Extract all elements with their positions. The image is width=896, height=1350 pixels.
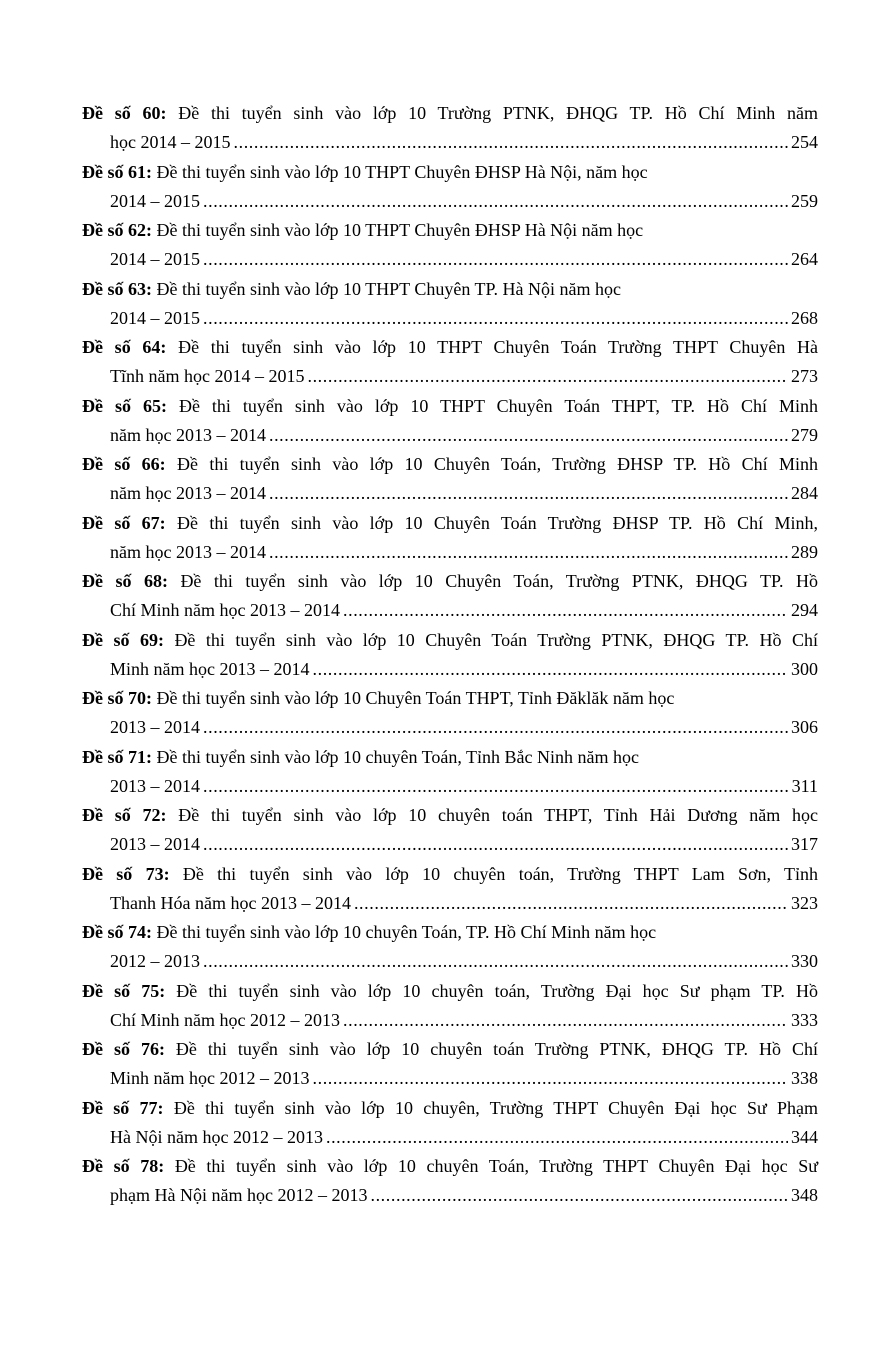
toc-entry-title-line: [82, 158, 818, 187]
toc-entry-continuation-line: [82, 830, 818, 859]
toc-entry-title: Đề thi tuyển sinh vào lớp 10 Trường PTNK, ĐHQG TP. Hồ Chí Minh năm: [178, 103, 819, 123]
table-of-contents: [82, 99, 818, 1211]
toc-entry-continuation: năm học 2013 – 2014: [110, 541, 266, 562]
toc-entry[interactable]: [82, 392, 818, 451]
toc-entry-title-line: [82, 743, 818, 772]
toc-entry-title: Đề thi tuyển sinh vào lớp 10 Chuyên Toán, Trường ĐHSP TP. Hồ Chí Minh: [177, 454, 818, 474]
toc-entry-title: Đề thi tuyển sinh vào lớp 10 THPT Chuyên Toán THPT, TP. Hồ Chí Minh: [178, 395, 818, 416]
toc-entry-label: Đề số 75:: [82, 980, 166, 1001]
toc-entry-page-number[interactable]: 338: [791, 1068, 818, 1088]
dot-leader: [343, 596, 788, 625]
toc-entry-label: Đề số 70:: [82, 688, 152, 708]
toc-entry-title-line: [82, 918, 818, 947]
toc-entry-title-line: [82, 509, 818, 538]
toc-entry-page-number[interactable]: 317: [791, 834, 818, 854]
toc-entry-page-number[interactable]: 330: [791, 951, 818, 971]
toc-entry-page-number[interactable]: 348: [791, 1185, 818, 1205]
toc-entry[interactable]: [82, 99, 818, 158]
toc-entry-continuation: Minh năm học 2012 – 2013: [110, 1068, 310, 1088]
toc-entry-continuation: 2013 – 2014: [110, 775, 200, 796]
toc-entry-page-number[interactable]: 344: [791, 1126, 818, 1147]
toc-entry-page-number[interactable]: 273: [791, 366, 818, 386]
toc-entry[interactable]: [82, 743, 818, 802]
toc-entry-continuation-line: [82, 304, 818, 333]
dot-leader: [234, 128, 789, 157]
toc-entry-title-line: [82, 1094, 818, 1123]
toc-entry-continuation-line: [82, 362, 818, 391]
dot-leader: [313, 1064, 789, 1093]
toc-entry[interactable]: [82, 509, 818, 568]
toc-entry-continuation-line: [82, 596, 818, 625]
toc-entry-label: Đề số 73:: [82, 863, 170, 884]
toc-entry-title-line: [82, 99, 818, 128]
toc-entry-continuation-line: [82, 421, 818, 450]
toc-entry-label: Đề số 74:: [82, 922, 152, 942]
toc-entry[interactable]: [82, 216, 818, 275]
toc-entry[interactable]: [82, 860, 818, 919]
toc-entry[interactable]: [82, 918, 818, 977]
dot-leader: [354, 889, 788, 918]
toc-entry[interactable]: [82, 275, 818, 334]
toc-entry-label: Đề số 62:: [82, 220, 152, 240]
toc-entry-title: Đề thi tuyển sinh vào lớp 10 chuyên, Trường THPT Chuyên Đại học Sư Phạm: [173, 1097, 819, 1118]
toc-entry-title: Đề thi tuyển sinh vào lớp 10 Chuyên Toán, Trường PTNK, ĐHQG TP. Hồ: [180, 571, 819, 591]
toc-entry-title-line: [82, 977, 818, 1006]
toc-entry[interactable]: [82, 684, 818, 743]
dot-leader: [313, 655, 789, 684]
toc-entry-title: Đề thi tuyển sinh vào lớp 10 THPT Chuyên Toán Trường THPT Chuyên Hà: [178, 337, 819, 357]
toc-entry-continuation: phạm Hà Nội năm học 2012 – 2013: [110, 1185, 368, 1205]
toc-entry-label: Đề số 60:: [82, 103, 167, 123]
toc-entry-continuation: 2012 – 2013: [110, 951, 200, 971]
toc-entry-label: Đề số 67:: [82, 512, 166, 533]
toc-entry-label: Đề số 72:: [82, 805, 167, 825]
toc-entry[interactable]: [82, 1152, 818, 1211]
toc-entry-label: Đề số 77:: [82, 1097, 164, 1118]
toc-entry-label: Đề số 61:: [82, 161, 152, 182]
toc-entry-page-number[interactable]: 306: [791, 717, 818, 737]
dot-leader: [307, 362, 788, 391]
toc-entry-title-line: [82, 216, 818, 245]
toc-entry-continuation: 2013 – 2014: [110, 834, 200, 854]
toc-entry-title: Đề thi tuyển sinh vào lớp 10 chuyên toán, Trường THPT Lam Sơn, Tỉnh: [182, 863, 818, 884]
toc-entry[interactable]: [82, 567, 818, 626]
toc-entry-continuation: 2014 – 2015: [110, 190, 200, 211]
toc-entry-continuation-line: [82, 1006, 818, 1035]
toc-entry-title-line: [82, 567, 818, 596]
toc-entry-label: Đề số 78:: [82, 1156, 165, 1176]
toc-entry[interactable]: [82, 1035, 818, 1094]
toc-entry-title-line: [82, 801, 818, 830]
toc-entry-title-line: [82, 450, 818, 479]
toc-entry-continuation: Chí Minh năm học 2013 – 2014: [110, 600, 340, 620]
dot-leader: [326, 1123, 788, 1152]
toc-entry[interactable]: [82, 158, 818, 217]
toc-entry-title: Đề thi tuyển sinh vào lớp 10 chuyên toán Trường PTNK, ĐHQG TP. Hồ Chí: [175, 1039, 818, 1059]
toc-entry-continuation: Thanh Hóa năm học 2013 – 2014: [110, 892, 351, 913]
toc-entry-title-line: [82, 392, 818, 421]
toc-entry-title: Đề thi tuyển sinh vào lớp 10 Chuyên Toán Trường PTNK, ĐHQG TP. Hồ Chí: [174, 629, 819, 650]
dot-leader: [370, 1181, 788, 1210]
toc-entry-page-number[interactable]: 311: [791, 775, 818, 796]
dot-leader: [203, 772, 789, 801]
toc-entry-page-number[interactable]: 254: [791, 132, 818, 152]
toc-entry-continuation: năm học 2013 – 2014: [110, 424, 266, 445]
toc-entry-page-number[interactable]: 259: [791, 190, 818, 211]
toc-entry[interactable]: [82, 801, 818, 860]
toc-entry-page-number[interactable]: 300: [791, 658, 818, 679]
toc-entry-title: Đề thi tuyển sinh vào lớp 10 chuyên Toán, TP. Hồ Chí Minh năm học: [156, 922, 657, 942]
toc-entry-page-number[interactable]: 294: [791, 600, 818, 620]
toc-entry-title: Đề thi tuyển sinh vào lớp 10 chuyên toán THPT, Tỉnh Hải Dương năm học: [178, 805, 819, 825]
toc-entry-page-number[interactable]: 279: [791, 424, 818, 445]
toc-entry-title: Đề thi tuyển sinh vào lớp 10 THPT Chuyên TP. Hà Nội năm học: [156, 278, 621, 299]
toc-entry-label: Đề số 71:: [82, 746, 152, 767]
toc-entry-title-line: [82, 860, 818, 889]
toc-entry-label: Đề số 64:: [82, 337, 167, 357]
toc-entry-continuation: Tĩnh năm học 2014 – 2015: [110, 366, 305, 386]
toc-entry-page-number[interactable]: 264: [791, 249, 818, 269]
toc-entry-label: Đề số 65:: [82, 395, 167, 416]
toc-entry-title: Đề thi tuyển sinh vào lớp 10 chuyên toán, Trường Đại học Sư phạm TP. Hồ: [176, 980, 818, 1001]
dot-leader: [203, 830, 788, 859]
toc-entry-label: Đề số 76:: [82, 1039, 165, 1059]
toc-entry[interactable]: [82, 333, 818, 392]
toc-entry-continuation: 2013 – 2014: [110, 717, 200, 737]
toc-entry-continuation-line: [82, 655, 818, 684]
toc-entry-continuation-line: [82, 1181, 818, 1210]
toc-entry-continuation: Hà Nội năm học 2012 – 2013: [110, 1126, 323, 1147]
toc-entry-continuation-line: [82, 128, 818, 157]
toc-entry[interactable]: [82, 626, 818, 685]
toc-entry-continuation-line: [82, 538, 818, 567]
toc-entry-continuation-line: [82, 479, 818, 508]
toc-entry-continuation: học 2014 – 2015: [110, 132, 231, 152]
toc-entry-continuation-line: [82, 1123, 818, 1152]
toc-entry-page-number[interactable]: 284: [791, 483, 818, 503]
dot-leader: [203, 187, 788, 216]
toc-entry-continuation-line: [82, 889, 818, 918]
toc-entry-title: Đề thi tuyển sinh vào lớp 10 THPT Chuyên ĐHSP Hà Nội năm học: [156, 220, 644, 240]
toc-entry-continuation: Minh năm học 2013 – 2014: [110, 658, 310, 679]
toc-entry[interactable]: [82, 977, 818, 1036]
toc-entry-continuation: 2014 – 2015: [110, 249, 200, 269]
toc-entry-label: Đề số 63:: [82, 278, 152, 299]
dot-leader: [269, 421, 788, 450]
toc-entry-title: Đề thi tuyển sinh vào lớp 10 chuyên Toán, Tỉnh Bắc Ninh năm học: [156, 746, 640, 767]
toc-entry-page-number[interactable]: 333: [791, 1009, 818, 1030]
toc-entry-page-number[interactable]: 268: [791, 307, 818, 328]
toc-entry-continuation: năm học 2013 – 2014: [110, 483, 266, 503]
toc-entry-continuation: Chí Minh năm học 2012 – 2013: [110, 1009, 340, 1030]
dot-leader: [203, 947, 788, 976]
dot-leader: [269, 538, 788, 567]
toc-entry-title-line: [82, 626, 818, 655]
toc-entry-title-line: [82, 684, 818, 713]
toc-entry-page-number[interactable]: 323: [791, 892, 818, 913]
toc-entry[interactable]: [82, 1094, 818, 1153]
dot-leader: [269, 479, 788, 508]
toc-entry-title-line: [82, 333, 818, 362]
toc-entry-title-line: [82, 1035, 818, 1064]
toc-entry-title: Đề thi tuyển sinh vào lớp 10 Chuyên Toán THPT, Tỉnh Đăklăk năm học: [156, 688, 675, 708]
dot-leader: [343, 1006, 788, 1035]
dot-leader: [203, 713, 788, 742]
toc-entry-page-number[interactable]: 289: [791, 541, 818, 562]
toc-entry-title: Đề thi tuyển sinh vào lớp 10 chuyên Toán, Trường THPT Chuyên Đại học Sư: [174, 1156, 818, 1176]
toc-entry-continuation-line: [82, 187, 818, 216]
toc-entry-title: Đề thi tuyển sinh vào lớp 10 THPT Chuyên ĐHSP Hà Nội, năm học: [156, 161, 648, 182]
toc-entry-continuation: 2014 – 2015: [110, 307, 200, 328]
toc-entry-title-line: [82, 1152, 818, 1181]
toc-entry-continuation-line: [82, 772, 818, 801]
toc-entry-title: Đề thi tuyển sinh vào lớp 10 Chuyên Toán Trường ĐHSP TP. Hồ Chí Minh,: [177, 512, 818, 533]
toc-entry-continuation-line: [82, 1064, 818, 1093]
toc-entry[interactable]: [82, 450, 818, 509]
toc-entry-label: Đề số 66:: [82, 454, 166, 474]
dot-leader: [203, 304, 788, 333]
toc-entry-continuation-line: [82, 713, 818, 742]
toc-entry-title-line: [82, 275, 818, 304]
dot-leader: [203, 245, 788, 274]
toc-entry-continuation-line: [82, 947, 818, 976]
toc-entry-label: Đề số 68:: [82, 571, 168, 591]
toc-entry-label: Đề số 69:: [82, 629, 164, 650]
toc-entry-continuation-line: [82, 245, 818, 274]
